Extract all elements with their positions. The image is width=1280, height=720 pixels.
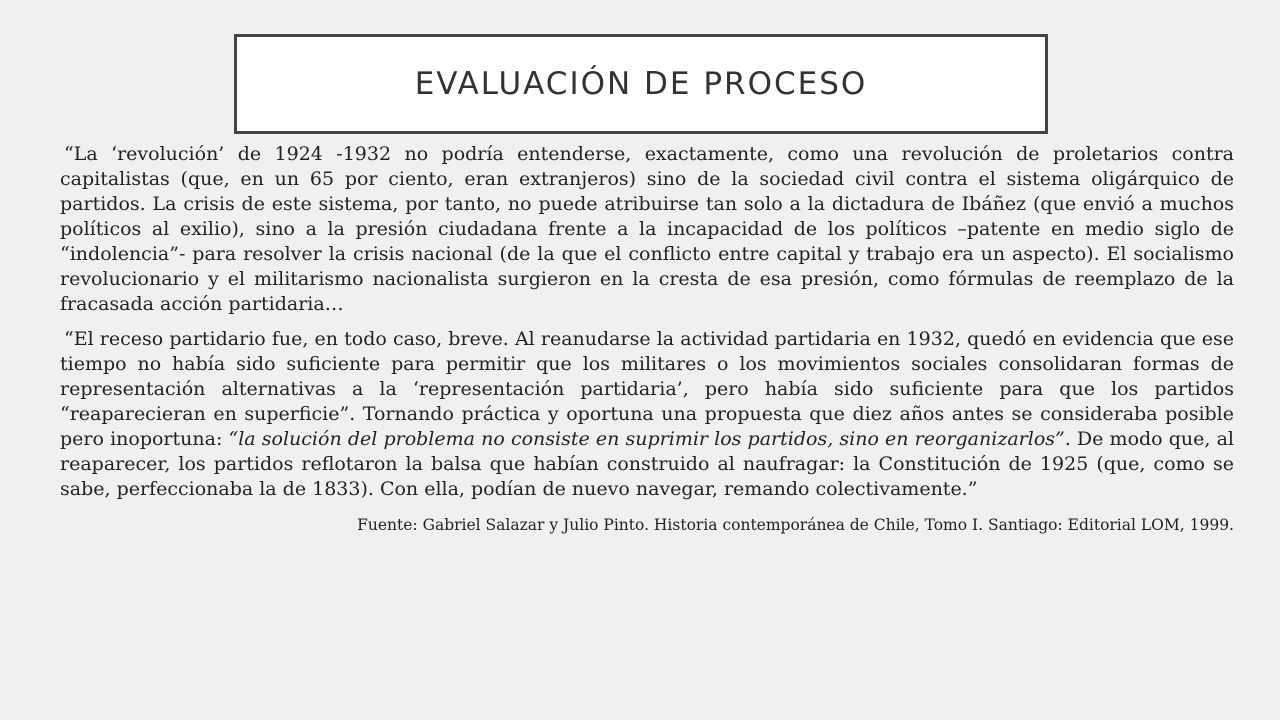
source-citation: Fuente: Gabriel Salazar y Julio Pinto. Historia contemporánea de Chile, Tomo I. Santiago: Editorial LOM, 1999.	[357, 516, 1234, 534]
slide-title: EVALUACIÓN DE PROCESO	[414, 66, 868, 102]
quote-paragraph-2-part-1: “El receso partidario fue, en todo caso, breve. Al reanudarse la actividad partidaria en 1932, quedó en evidencia que ese tiempo no había sido suficiente para permitir que los militares o los movimientos sociales consolidaran formas de representación alternativas a la ‘representación partidaria’, pero había sido suficiente para que los partidos “reaparecieran en superficie”. Tornando práctica y oportuna una propuesta que diez años antes se consideraba posible pero inoportuna:	[60, 328, 1234, 450]
quote-paragraph-2-inner-quote: “la solución del problema no consiste en suprimir los partidos, sino en reorganizarlos”.	[228, 428, 1071, 450]
title-box	[234, 34, 1048, 134]
quote-paragraph-2	[60, 327, 1234, 502]
slide-body	[60, 142, 1234, 536]
quote-paragraph-2-part-2: De modo que, al reaparecer, los partidos reflotaron la balsa que habían construido al naufragar: la Constitución de 1925 (que, como se sabe, perfeccionaba la de 1833). Con ella, podían de nuevo navegar, remando colectivamente.”	[60, 428, 1235, 500]
quote-paragraph-1: “La ‘revolución’ de 1924 -1932 no podría entenderse, exactamente, como una revolución de proletarios contra capitalistas (que, en un 65 por ciento, eran extranjeros) sino de la sociedad civil contra el sistema oligárquico de partidos. La crisis de este sistema, por tanto, no puede atribuirse tan solo a la dictadura de Ibáñez (que envió a muchos políticos al exilio), sino a la presión ciudadana frente a la incapacidad de los políticos –patente en medio siglo de “indolencia”- para resolver la crisis nacional (de la que el conflicto entre capital y trabajo era un aspecto). El socialismo revolucionario y el militarismo nacionalista surgieron en la cresta de esa presión, como fórmulas de reemplazo de la fracasada acción partidaria…	[60, 143, 1234, 315]
